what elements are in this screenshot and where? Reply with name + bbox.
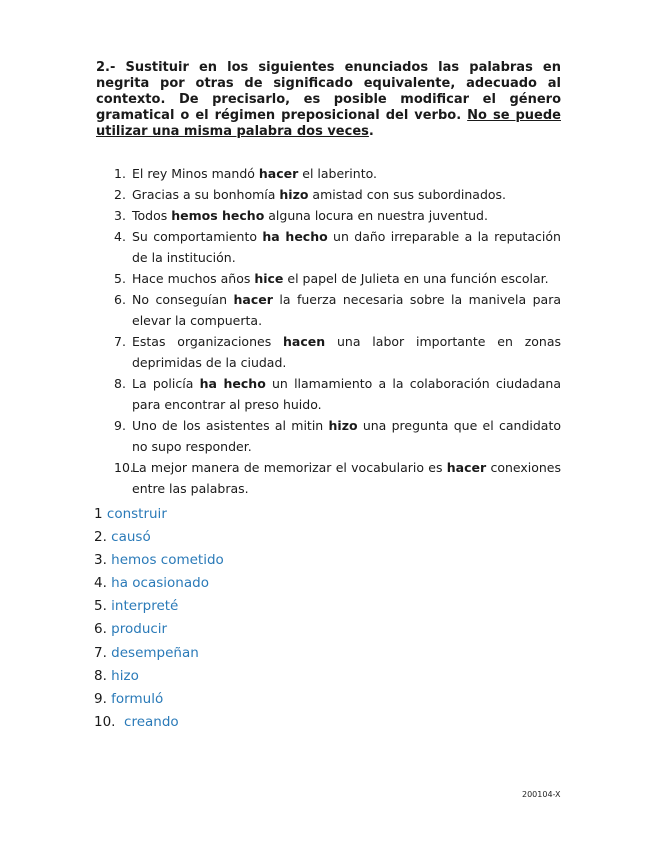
exercise-text: Estas organizaciones [132,334,284,349]
exercise-text: una labor importante en zonas deprimidas de la ciudad. [132,334,561,370]
exercise-number: 5. [114,271,126,286]
answer-number: 8. [94,667,112,684]
exercise-text: La policía [132,376,200,391]
exercise-text: amistad con sus subordinados. [308,187,507,202]
answer-item [94,711,224,734]
exercise-text: alguna locura en nuestra juventud. [264,208,488,223]
exercise-item [96,226,561,268]
answer-text: ha ocasionado [111,575,209,592]
exercise-bold-word: hacer [233,292,273,307]
answer-number: 9. [94,690,112,707]
exercise-text: El rey Minos mandó [132,166,259,181]
exercise-number: 10. [114,460,134,475]
answer-item [94,572,224,595]
exercise-instructions [96,60,561,140]
exercise-number: 6. [114,292,126,307]
exercise-bold-word: ha hecho [262,229,328,244]
exercise-text: conexiones entre las palabras. [132,460,561,496]
answer-item [94,595,224,618]
exercise-text: Gracias a su bonhomía [132,187,280,202]
answers-list [94,503,224,734]
exercise-item [96,331,561,373]
answer-item [94,503,224,526]
exercise-item [96,373,561,415]
exercise-bold-word: hizo [328,418,358,433]
exercise-item [96,268,561,289]
answer-number: 7. [94,644,112,661]
answer-number: 4. [94,575,112,592]
exercise-text: una pregunta que el candidato no supo responder. [132,418,562,454]
answer-item [94,642,224,665]
answer-text: interpreté [111,598,179,615]
exercise-text: No conseguían [132,292,234,307]
exercise-bold-word: hacer [258,166,299,181]
exercise-number: 8. [114,376,126,391]
exercise-text: un llamamiento a la colaboración ciudadana para encontrar al preso huido. [132,376,561,412]
exercise-bold-word: hacer [446,460,487,475]
exercise-number: 4. [114,229,126,244]
answer-number: 1 [94,506,107,522]
exercise-text: La mejor manera de memorizar el vocabulario es [132,460,447,475]
answer-text: desempeñan [111,644,199,661]
answer-item [94,665,224,688]
document-code: 200104-X [522,790,561,799]
exercise-item [96,289,561,331]
exercise-list [96,163,561,499]
exercise-item [96,457,561,499]
answer-item [94,618,224,641]
exercise-text: el laberinto. [298,166,378,181]
exercise-bold-word: ha hecho [199,376,266,391]
exercise-number: 9. [114,418,126,433]
exercise-item [96,415,561,457]
answer-text: creando [119,713,179,730]
instructions-end: . [368,124,374,139]
exercise-text: un daño irreparable a la reputación de la institución. [132,229,561,265]
exercise-text: Hace muchos años [132,271,255,286]
exercise-number: 7. [114,334,126,349]
answer-number: 5. [94,598,112,615]
exercise-item [96,184,561,205]
exercise-bold-word: hizo [279,187,309,202]
exercise-bold-word: hacen [283,334,326,349]
exercise-number: 2. [114,187,126,202]
exercise-text: la fuerza necesaria sobre la manivela para elevar la compuerta. [132,292,561,328]
answer-text: hizo [111,667,139,684]
answer-number: 3. [94,552,112,569]
exercise-number: 1. [114,166,126,181]
exercise-bold-word: hemos hecho [171,208,265,223]
instructions-underlined: No se puede utilizar una misma palabra dos veces [96,108,561,139]
exercise-item [96,205,561,226]
exercise-text: Su comportamiento [132,229,263,244]
answer-item [94,688,224,711]
answer-text: formuló [111,690,164,707]
answer-number: 2. [94,529,112,546]
answer-number: 6. [94,621,112,638]
answer-item [94,549,224,572]
exercise-text: Todos [132,208,172,223]
answer-text: causó [111,529,151,546]
instructions-lead: 2.- Sustituir en los siguientes enunciados las palabras en negrita por otras de significado equivalente, adecuado al contexto. De precisarlo, es posible modificar el género gramatical o el régimen preposicional del verbo. [96,60,561,123]
answer-text: construir [106,506,167,522]
exercise-item [96,163,561,184]
answer-number: 10. [94,713,120,730]
answer-text: hemos cometido [111,552,224,569]
exercise-text: Uno de los asistentes al mitin [132,418,329,433]
exercise-text: el papel de Julieta en una función escolar. [283,271,549,286]
answer-text: producir [111,621,168,638]
answer-item [94,526,224,549]
exercise-bold-word: hice [254,271,284,286]
exercise-number: 3. [114,208,126,223]
